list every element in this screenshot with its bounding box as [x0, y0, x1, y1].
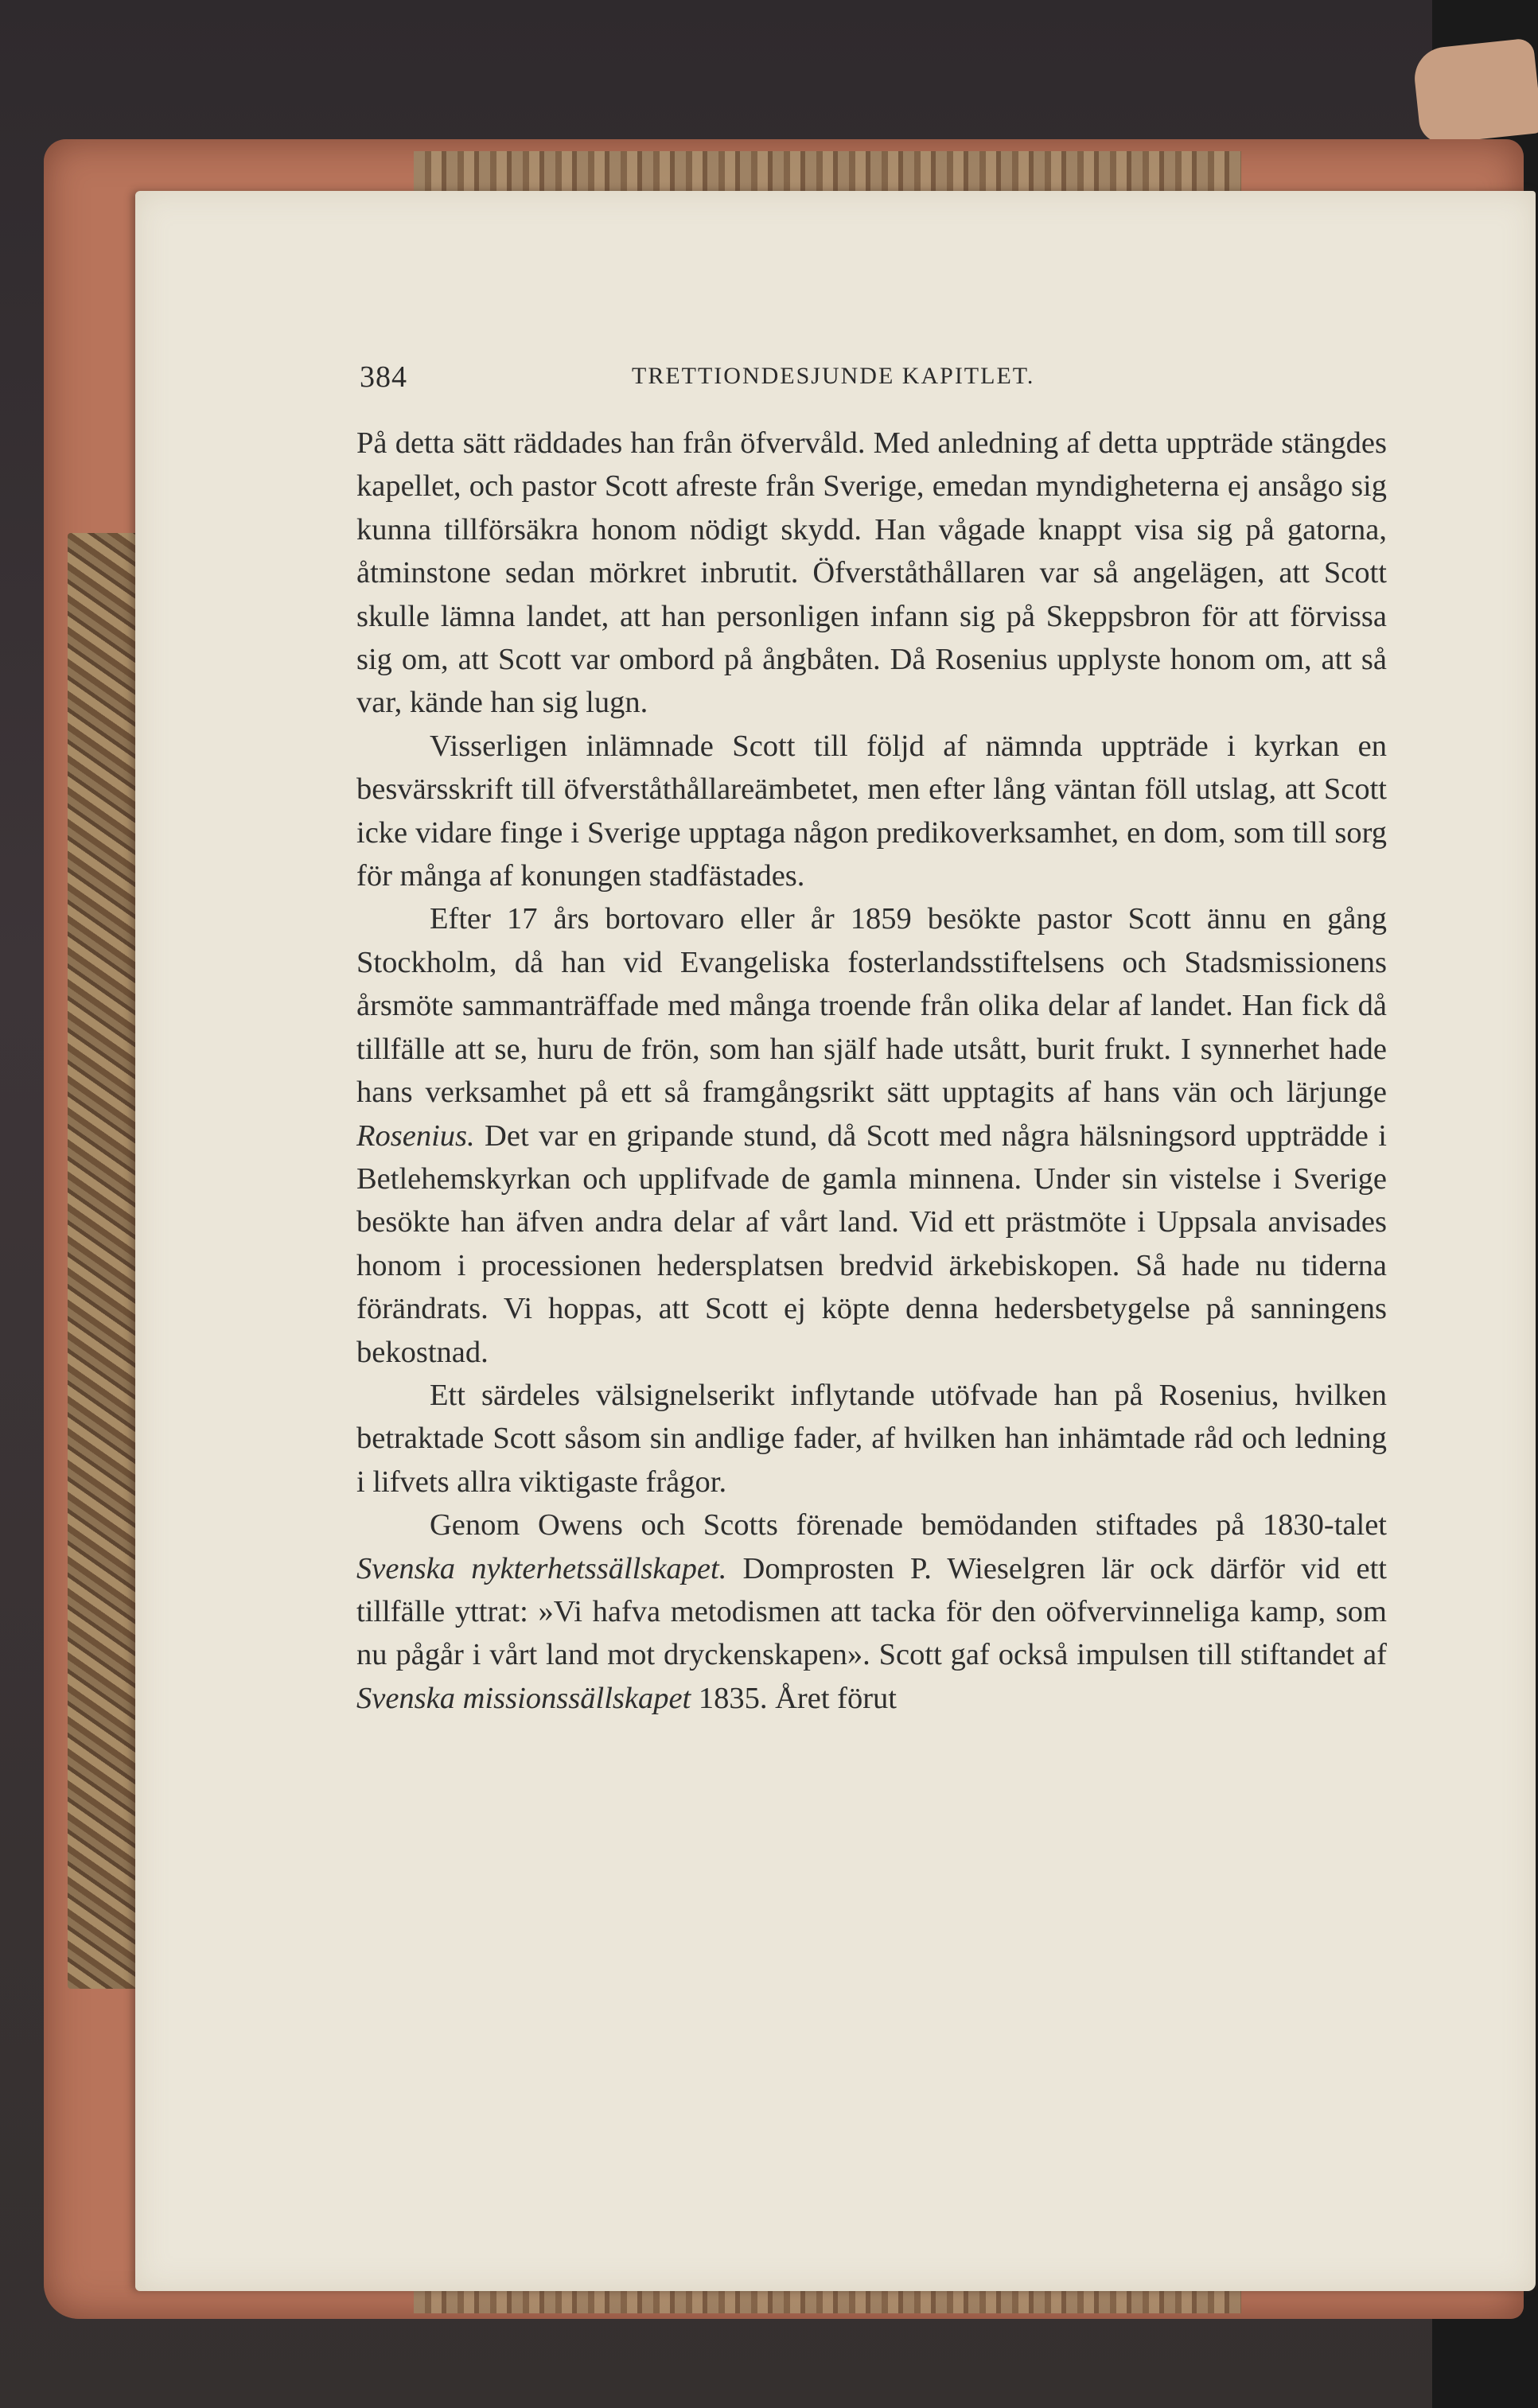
paragraph-3	[356, 897, 1387, 1373]
paragraph-3-after: Det var en gripande stund, då Scott med några hälsningsord uppträdde i Betlehemskyrkan och upplifvade de gamla minnena. Under sin vistelse i Sverige besökte han äfven andra delar af vårt land. Vid ett prästmöte i Uppsala anvisades honom i processionen hedersplatsen bredvid ärkebiskopen. Så hade nu tiderna förändrats. Vi hoppas, att Scott ej köpte denna hedersbetygelse på sanningens bekostnad.	[356, 1118, 1387, 1369]
paragraph-2: Visserligen inlämnade Scott till följd af nämnda uppträde i kyrkan en besvärsskrift till öfverståthållareämbetet, men efter lång väntan föll utslag, att Scott icke vidare finge i Sverige upptaga någon predikoverksamhet, en dom, som till sorg för många af konungen stadfästades.	[356, 729, 1387, 893]
paragraph-5-middle: Domprosten P. Wieselgren lär ock därför vid ett tillfälle yttrat: »Vi hafva metodismen att tacka för den oöfvervinneliga kamp, som nu pågår i vårt land mot dryckenskapen». Scott gaf också impulsen till stiftandet af	[356, 1551, 1388, 1672]
paragraph-5-before: Genom Owens och Scotts förenade bemödanden stiftades på 1830-talet	[430, 1508, 1387, 1542]
paragraph-5	[356, 1504, 1387, 1720]
marbled-edge	[68, 533, 139, 1989]
cover-spine-bottom	[414, 2291, 1241, 2313]
paragraph-5-italic-1: Svenska nykterhetssällskapet.	[356, 1551, 727, 1585]
paragraph-1: På detta sätt räddades han från öfvervåld. Med anledning af detta uppträde stängdes kapellet, och pastor Scott afreste från Sverige, emedan myndigheterna ej ansågo sig kunna tillförsäkra honom nödigt skydd. Han vågade knappt visa sig på gatorna, åtminstone sedan mörkret inbrutit. Öfverståthållaren var så angelägen, att Scott skulle lämna landet, att han personligen infann sig på Skeppsbron för att förvissa sig om, att Scott var ombord på ångbåten. Då Rosenius upplyste honom om, att så var, kände han sig lugn.	[356, 426, 1387, 720]
body-text	[356, 422, 1387, 1720]
page-number: 384	[360, 360, 407, 394]
paragraph-5-after: 1835. Året förut	[691, 1681, 897, 1715]
paragraph-3-before: Efter 17 års bortovaro eller år 1859 besökte pastor Scott ännu en gång Stockholm, då han vid Evangeliska fosterlandsstiftelsens och Stadsmissionens årsmöte sammanträffade med många troende från olika delar af landet. Han fick då tillfälle att se, huru de frön, som han själf hade utsått, burit frukt. I synnerhet hade hans verksamhet på ett så framgångsrikt sätt upptagits af hans vän och lärjunge	[356, 902, 1387, 1110]
paragraph-3-italic: Rosenius.	[356, 1118, 475, 1153]
paragraph-5-italic-2: Svenska missionssällskapet	[356, 1681, 691, 1715]
bookmark-ribbon	[1411, 37, 1538, 145]
paragraph-4: Ett särdeles välsignelserikt inflytande utöfvade han på Rosenius, hvilken betraktade Scott såsom sin andlige fader, af hvilken han inhämtade råd och ledning i lifvets allra viktigaste frågor.	[356, 1378, 1387, 1499]
running-head: TRETTIONDESJUNDE KAPITLET.	[632, 363, 1035, 389]
page-header	[360, 360, 1394, 407]
